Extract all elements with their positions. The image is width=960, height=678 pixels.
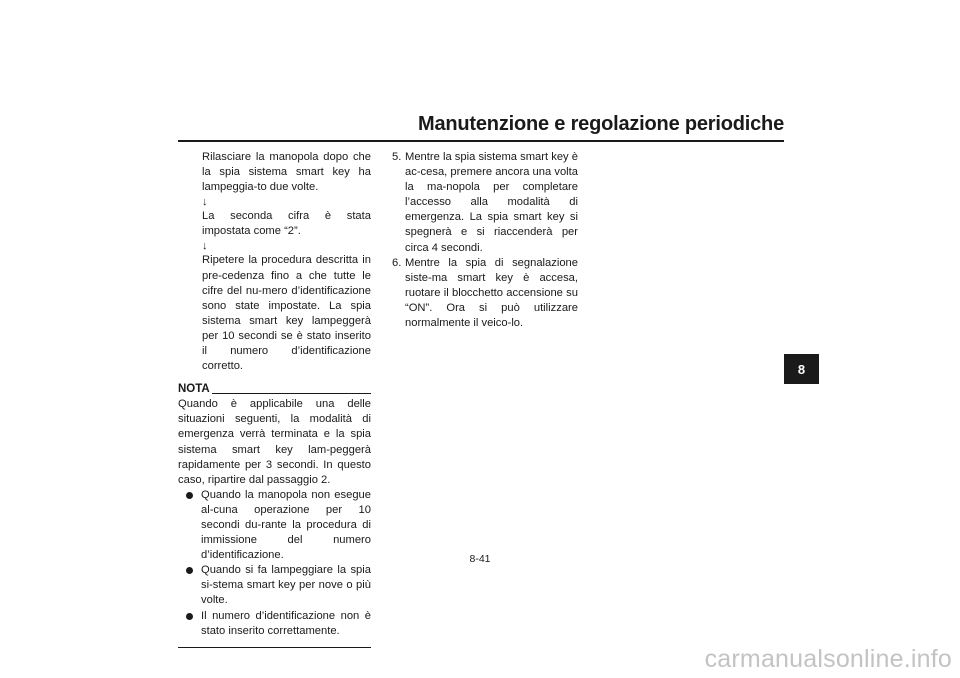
left-column (178, 150, 371, 648)
step-number: 6. (392, 256, 402, 269)
nota-end-divider (178, 647, 371, 648)
paragraph-release-knob: Rilasciare la manopola dopo che la spia sistema smart key ha lampeggia-to due volte. (202, 151, 371, 194)
list-item (178, 563, 371, 608)
header-divider (178, 140, 784, 142)
list-item (178, 488, 371, 563)
nota-header (178, 382, 371, 396)
bullet-icon (186, 492, 193, 499)
step-number: 5. (392, 151, 402, 163)
step-text: Mentre la spia sistema smart key è ac-cesa, premere ancora una volta la ma-nopola per completare l’accesso alla modalità di emergenza. La spia smart key si spegnerà e si riaccenderà per circa 4 secondi. (405, 151, 578, 254)
page-title: Manutenzione e regolazione periodiche (418, 113, 784, 135)
step-item (392, 150, 578, 256)
list-item-text: Il numero d’identificazione non è stato inserito correttamente. (201, 609, 371, 637)
bullet-icon (186, 613, 193, 620)
nota-label: NOTA (178, 383, 210, 396)
bullet-icon (186, 567, 193, 574)
step-item (392, 256, 578, 331)
paragraph-second-digit: La seconda cifra è stata impostata come “2”. (202, 210, 371, 238)
chapter-tab: 8 (784, 354, 819, 384)
list-item (178, 609, 371, 639)
nota-divider (212, 393, 371, 394)
step-text: Mentre la spia di segnalazione siste-ma smart key è accesa, ruotare il blocchetto accensione su “ON”. Ora si può utilizzare normalmente il veico-lo. (405, 256, 578, 330)
paragraph-repeat-procedure: Ripetere la procedura descritta in pre-cedenza fino a che tutte le cifre del nu-mero d’identificazione sono state impostate. La spia sistema smart key lampeggerà per 10 secondi se è stato inserito il numero d’identificazione corretto. (202, 254, 371, 373)
page-number: 8-41 (469, 553, 491, 565)
watermark: carmanualsonline.info (704, 645, 952, 673)
arrow-down-icon: ↓ (202, 240, 208, 253)
right-column (392, 150, 578, 331)
nota-intro: Quando è applicabile una delle situazioni seguenti, la modalità di emergenza verrà terminata e la spia sistema smart key lam-peggerà rapidamente per 3 secondi. In questo caso, ripartire dal passaggio 2. (178, 398, 371, 486)
list-item-text: Quando la manopola non esegue al-cuna operazione per 10 secondi du-rante la procedura di immissione del numero d’identificazione. (201, 488, 371, 562)
list-item-text: Quando si fa lampeggiare la spia si-stema smart key per nove o più volte. (201, 564, 371, 607)
arrow-down-icon: ↓ (202, 196, 208, 209)
